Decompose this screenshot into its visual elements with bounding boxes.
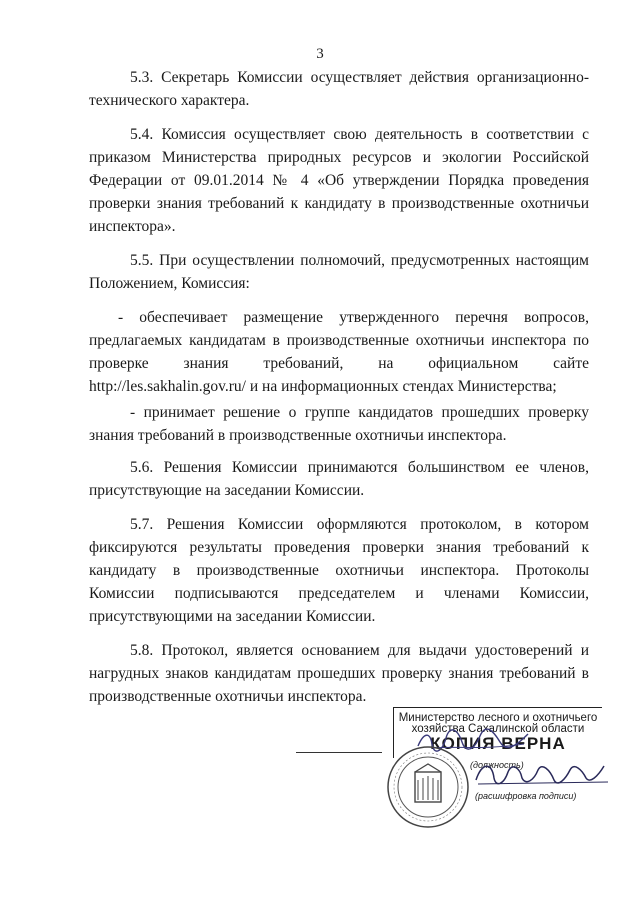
stamp-org-line-1: Министерство лесного и охотничьего (398, 712, 598, 724)
paragraph-5-6: 5.6. Решения Комиссии принимаются большинством ее членов, присутствующие на заседании Комиссии. (89, 459, 589, 499)
round-seal-icon (385, 744, 471, 830)
decode-caption: (расшифровка подписи) (475, 791, 577, 801)
document-body (89, 66, 589, 719)
paragraph-5-3: 5.3. Секретарь Комиссии осуществляет действия организационно-технического характера. (89, 69, 589, 109)
page-number: 3 (316, 46, 324, 62)
signature-underline (296, 752, 382, 753)
paragraph-5-8: 5.8. Протокол, является основанием для выдачи удостоверений и нагрудных знаков кандидатам прошедших проверку знания требований в производственные охотничьи инспектора. (89, 642, 589, 705)
paragraph-5-7: 5.7. Решения Комиссии оформляются протоколом, в котором фиксируются результаты проведения проверки знания требований к кандидату в производственные охотничьи инспектора. Протоколы Комиссии подписываются председателем и членами Комиссии, присутствующими на заседании Комиссии. (89, 516, 589, 625)
stamp-title: КОПИЯ ВЕРНА (430, 734, 566, 753)
paragraph-5-5: 5.5. При осуществлении полномочий, предусмотренных настоящим Положением, Комиссия: (89, 252, 589, 292)
paragraph-5-4: 5.4. Комиссия осуществляет свою деятельность в соответствии с приказом Министерства природных ресурсов и экологии Российской Федерации от 09.01.2014 № 4 «Об утверждении Порядка проведения проверки знания требований к кандидату в производственные охотничьи инспектора». (89, 126, 589, 235)
official-signature (470, 758, 615, 790)
position-caption: (должность) (470, 760, 524, 770)
stamp-org-line-2: хозяйства Сахалинской области (411, 723, 585, 735)
list-item-decision: - принимает решение о группе кандидатов прошедших проверку знания требований в производственные охотничьи инспектора. (89, 404, 589, 444)
list-item-publish-questions: - обеспечивает размещение утвержденного перечня вопросов, предлагаемых кандидатам в производственные охотничьи инспектора по проверке знания требований, на официальном сайте http://les.sakhalin.gov.ru/ и на информационных стендах Министерства; (89, 309, 589, 395)
